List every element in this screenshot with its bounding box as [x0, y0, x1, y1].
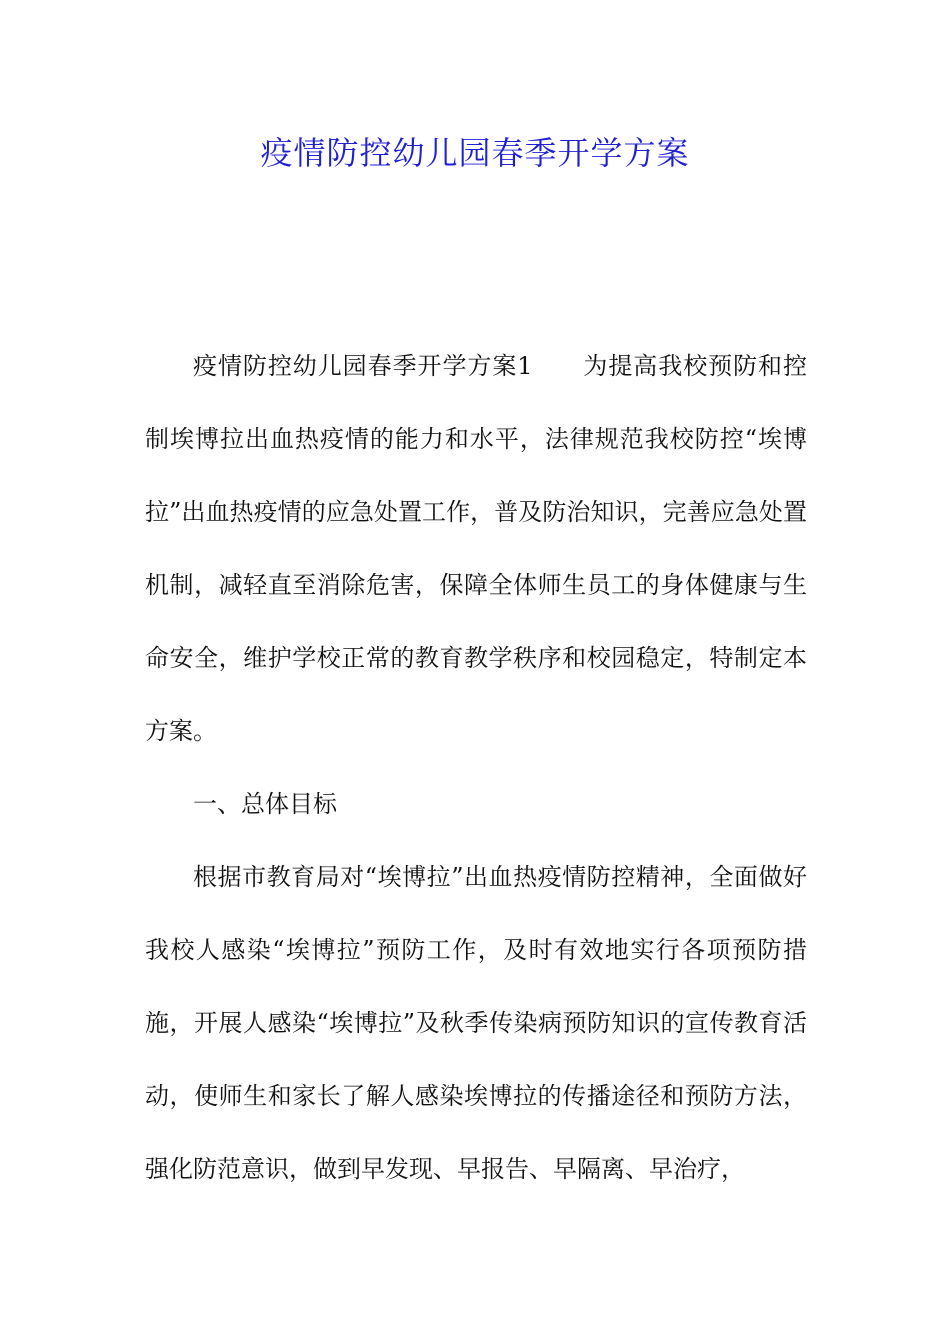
document-title: 疫情防控幼儿园春季开学方案: [260, 134, 690, 172]
document-body: [145, 330, 807, 1206]
goal-paragraph: 根据市教育局对“埃博拉”出血热疫情防控精神，全面做好我校人感染“埃博拉”预防工作，及时有效地实行各项预防措施，开展人感染“埃博拉”及秋季传染病预防知识的宣传教育活动，使师生和家长了解人感染埃博拉的传播途径和预防方法，强化防范意识，做到早发现、早报告、早隔离、早治疗，: [145, 863, 807, 1183]
intro-paragraph: 疫情防控幼儿园春季开学方案1 为提高我校预防和控制埃博拉出血热疫情的能力和水平，法律规范我校防控“埃博拉”出血热疫情的应急处置工作，普及防治知识，完善应急处置机制，减轻直至消除危害，保障全体师生员工的身体健康与生命安全，维护学校正常的教育教学秩序和校园稳定，特制定本方案。: [145, 352, 807, 745]
section-heading-overall-goal: 一、总体目标: [193, 790, 337, 818]
